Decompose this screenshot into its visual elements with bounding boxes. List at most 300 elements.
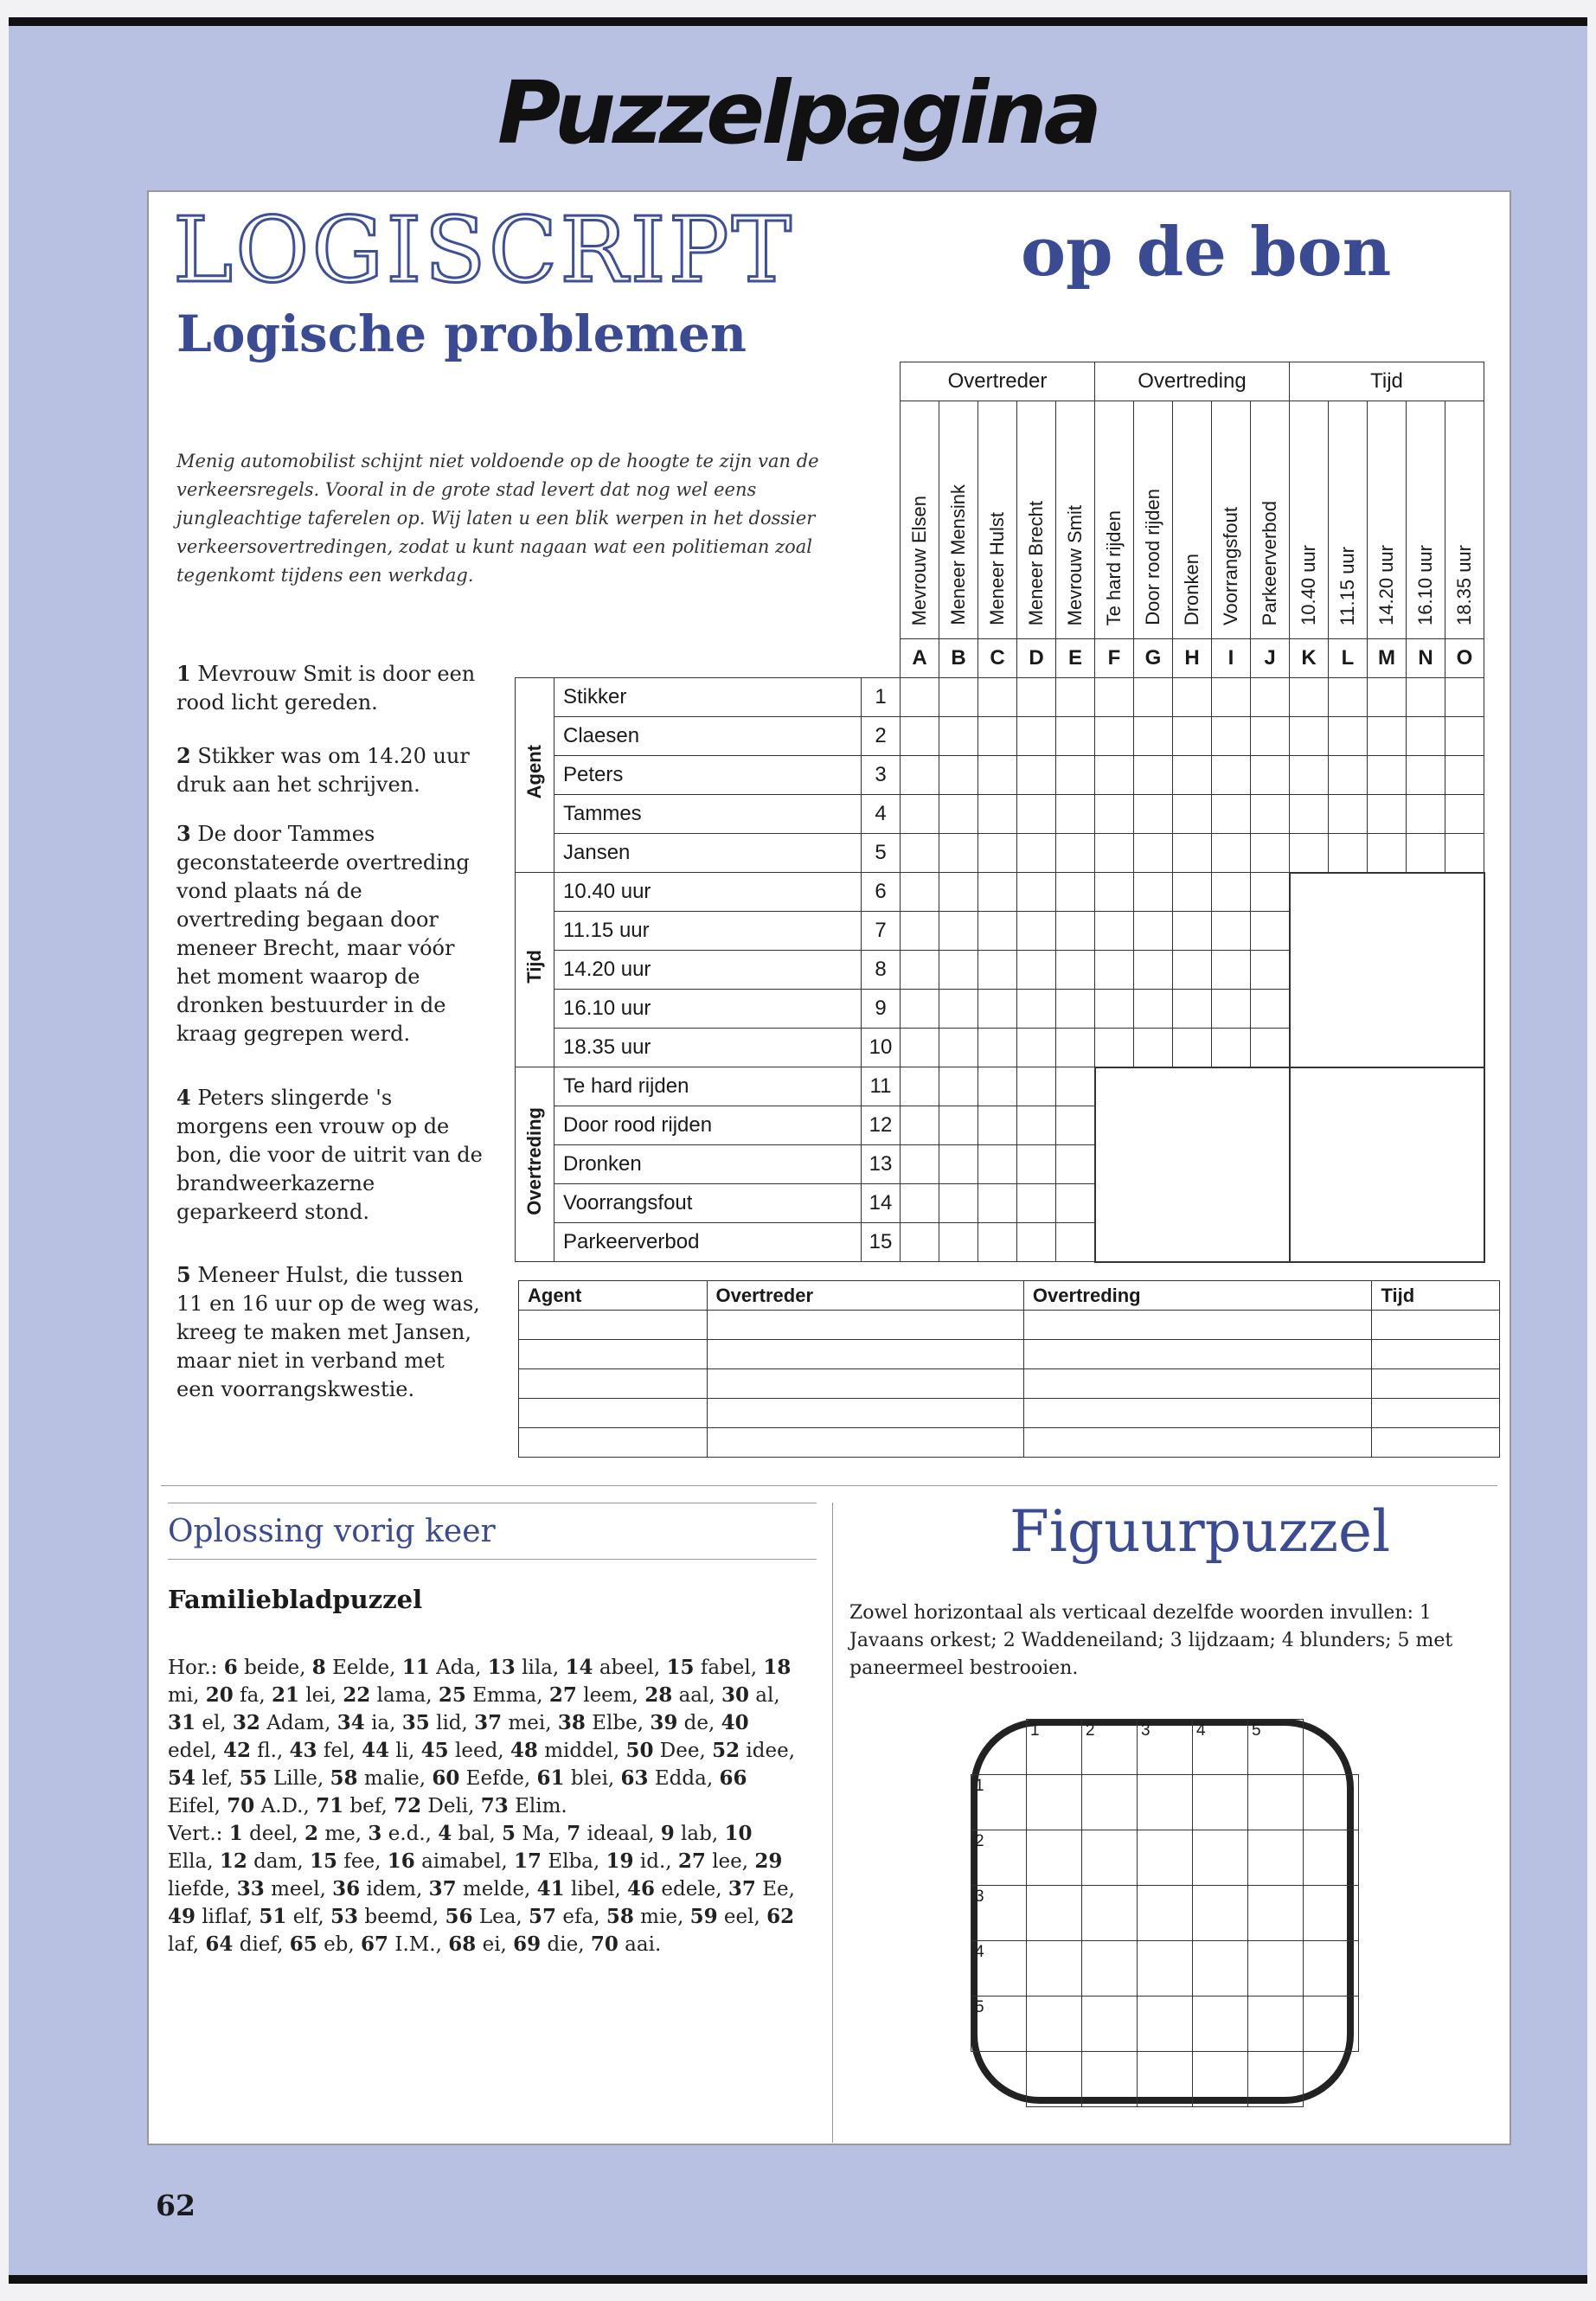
row-group-label: Tijd: [523, 950, 545, 984]
grid-cell[interactable]: [978, 756, 1017, 795]
answer: lid: [436, 1712, 462, 1734]
grid-cell[interactable]: [1251, 1029, 1290, 1067]
grid-cell[interactable]: [901, 1106, 939, 1145]
col-letter: D: [1017, 639, 1056, 678]
grid-cell[interactable]: [1445, 717, 1484, 756]
grid-cell[interactable]: [1134, 795, 1173, 834]
grid-cell[interactable]: [1056, 756, 1095, 795]
answer: melde: [462, 1878, 525, 1900]
grid-cell[interactable]: [1017, 1029, 1056, 1067]
puzzle-cell[interactable]: [1027, 2052, 1082, 2107]
grid-cell[interactable]: [1095, 756, 1134, 795]
puzzle-cell[interactable]: [1082, 2052, 1138, 2107]
grid-cell[interactable]: [1407, 678, 1445, 717]
grid-cell[interactable]: [939, 1067, 978, 1106]
grid-cell[interactable]: [978, 1145, 1017, 1184]
puzzle-cell[interactable]: [1304, 1997, 1359, 2052]
grid-cell[interactable]: [939, 873, 978, 912]
puzzle-cell[interactable]: [1082, 1830, 1138, 1886]
puzzle-cell[interactable]: [1082, 1886, 1138, 1941]
clue-number: 36: [332, 1877, 361, 1900]
clue-number: 12: [219, 1849, 247, 1873]
grid-cell[interactable]: [1212, 834, 1251, 873]
grid-cell[interactable]: [939, 795, 978, 834]
divider: [161, 1485, 1497, 1486]
clue-number: 62: [766, 1905, 795, 1928]
clue-number: 73: [480, 1794, 509, 1817]
clue-number: 45: [420, 1739, 449, 1762]
row-number: 1: [862, 678, 901, 717]
grid-cell[interactable]: [901, 951, 939, 990]
grid-cell[interactable]: [1173, 990, 1212, 1029]
grid-cell[interactable]: [1212, 756, 1251, 795]
grid-cell[interactable]: [1329, 717, 1368, 756]
grid-cell[interactable]: [978, 834, 1017, 873]
puzzle-cell[interactable]: [1304, 1775, 1359, 1830]
puzzle-cell[interactable]: [1082, 1941, 1138, 1997]
grid-cell[interactable]: [1329, 756, 1368, 795]
grid-cell[interactable]: [1290, 834, 1329, 873]
col-number[interactable]: 4: [1193, 1720, 1248, 1775]
grid-cell[interactable]: [1056, 1223, 1095, 1262]
grid-cell[interactable]: [1368, 795, 1407, 834]
grid-cell[interactable]: [1134, 834, 1173, 873]
grid-cell[interactable]: [1290, 717, 1329, 756]
solution-cell[interactable]: [519, 1340, 708, 1369]
clue-number: 41: [536, 1877, 565, 1900]
solution-cell[interactable]: [707, 1428, 1023, 1458]
grid-cell[interactable]: [1251, 834, 1290, 873]
answer: liefde: [168, 1878, 225, 1900]
solution-cell[interactable]: [707, 1340, 1023, 1369]
grid-cell[interactable]: [901, 834, 939, 873]
grid-cell[interactable]: [1251, 873, 1290, 912]
grid-cell[interactable]: [939, 756, 978, 795]
grid-cell[interactable]: [901, 1029, 939, 1067]
answer: eb: [324, 1933, 349, 1956]
puzzle-cell[interactable]: [1027, 1775, 1082, 1830]
answer: e.d.: [388, 1823, 426, 1845]
clue-number: 29: [754, 1849, 783, 1873]
solution-cell[interactable]: [1023, 1399, 1372, 1428]
grid-cell[interactable]: [1173, 912, 1212, 951]
puzzle-cell[interactable]: [1138, 1941, 1193, 1997]
col-letter: L: [1329, 639, 1368, 678]
answer: me: [324, 1823, 356, 1845]
answer: edele: [661, 1878, 716, 1900]
puzzle-cell[interactable]: [1193, 1941, 1248, 1997]
col-label-text: 11.15 uur: [1336, 546, 1358, 625]
grid-cell[interactable]: [901, 1223, 939, 1262]
solution-cell[interactable]: [1372, 1428, 1500, 1458]
figuur-grid: [971, 1719, 1359, 2107]
grid-cell[interactable]: [1056, 990, 1095, 1029]
grid-cell[interactable]: [1368, 717, 1407, 756]
grid-cell[interactable]: [1056, 1067, 1095, 1106]
answer: dief: [239, 1933, 278, 1956]
grid-cell[interactable]: [1056, 1145, 1095, 1184]
row-number: 13: [862, 1145, 901, 1184]
clue-number: 35: [401, 1711, 430, 1734]
grid-cell[interactable]: [1095, 717, 1134, 756]
puzzle-cell[interactable]: [1248, 1941, 1304, 1997]
grid-cell[interactable]: [901, 1184, 939, 1223]
grid-cell[interactable]: [1017, 1223, 1056, 1262]
clue-text: De door Tammes geconstateerde overtreding vond plaats ná de overtreding begaan door meneer Brecht, maar vóór het moment waarop de dronken bestuurder in de kraag gegrepen werd.: [176, 822, 470, 1046]
puzzle-cell[interactable]: [1248, 1830, 1304, 1886]
clue-number: 8: [311, 1656, 326, 1679]
clue-number: 58: [330, 1766, 358, 1790]
answer: liflaf: [202, 1906, 247, 1928]
grid-cell[interactable]: [1017, 990, 1056, 1029]
grid-cell[interactable]: [978, 795, 1017, 834]
grid-cell[interactable]: [1173, 834, 1212, 873]
grid-cell[interactable]: [1017, 951, 1056, 990]
grid-cell[interactable]: [1134, 990, 1173, 1029]
grid-cell[interactable]: [1095, 1029, 1134, 1067]
grid-cell[interactable]: [901, 912, 939, 951]
grid-cell[interactable]: [1017, 1067, 1056, 1106]
puzzle-cell[interactable]: [1027, 1941, 1082, 1997]
clue-number: 43: [289, 1739, 317, 1762]
grid-cell[interactable]: [1329, 795, 1368, 834]
grid-cell[interactable]: [1056, 1184, 1095, 1223]
grid-cell[interactable]: [1017, 795, 1056, 834]
grid-cell[interactable]: [1134, 912, 1173, 951]
grid-cell[interactable]: [1173, 951, 1212, 990]
col-label: [1173, 401, 1212, 639]
clue-number: 69: [513, 1932, 542, 1956]
puzzle-cell[interactable]: [1304, 1886, 1359, 1941]
grid-cell[interactable]: [1290, 795, 1329, 834]
grid-cell[interactable]: [1173, 1029, 1212, 1067]
grid-cell[interactable]: [1017, 1106, 1056, 1145]
grid-cell[interactable]: [901, 717, 939, 756]
grid-cell[interactable]: [1329, 834, 1368, 873]
grid-cell[interactable]: [1290, 678, 1329, 717]
grid-cell[interactable]: [1017, 834, 1056, 873]
solution-cell[interactable]: [1372, 1369, 1500, 1399]
grid-cell[interactable]: [1445, 795, 1484, 834]
grid-cell[interactable]: [978, 990, 1017, 1029]
grid-cell[interactable]: [1095, 873, 1134, 912]
grid-cell[interactable]: [939, 717, 978, 756]
col-number[interactable]: 5: [1248, 1720, 1304, 1775]
clue-number: 17: [513, 1849, 542, 1873]
puzzle-cell[interactable]: [1027, 1997, 1082, 2052]
grid-cell[interactable]: [978, 1184, 1017, 1223]
answer: blei: [570, 1767, 608, 1790]
clue-number: 7: [567, 1822, 581, 1845]
grid-cell[interactable]: [939, 1223, 978, 1262]
grid-cell[interactable]: [1251, 717, 1290, 756]
clue-number: 1: [176, 661, 191, 686]
clue-5: [176, 1260, 488, 1404]
answer: eel: [723, 1906, 754, 1928]
solution-cell[interactable]: [707, 1311, 1023, 1340]
grid-cell[interactable]: [901, 1145, 939, 1184]
grid-cell[interactable]: [1095, 795, 1134, 834]
grid-cell[interactable]: [901, 990, 939, 1029]
col-letter: O: [1445, 639, 1484, 678]
col-label-text: Mevrouw Smit: [1064, 504, 1086, 625]
col-letter: M: [1368, 639, 1407, 678]
grid-cell[interactable]: [1095, 951, 1134, 990]
puzzle-cell[interactable]: [1027, 1886, 1082, 1941]
grid-cell[interactable]: [1056, 795, 1095, 834]
row-number[interactable]: 2: [971, 1830, 1027, 1886]
answer: Elbe: [592, 1712, 638, 1734]
grid-cell[interactable]: [1173, 873, 1212, 912]
grid-cell[interactable]: [1134, 951, 1173, 990]
intro-text: Menig automobilist schijnt niet voldoende op de hoogte te zijn van de verkeersregels. Vooral in de grote stad levert dat nog wel eens jungleachtige taferelen op. Wij laten u een blik werpen in het dossier verkeersovertredingen, zodat u kunt nagaan wat een politieman zoal tegenkomt tijdens een werkdag.: [176, 451, 819, 586]
puzzle-cell[interactable]: [1138, 1830, 1193, 1886]
row-number: 4: [862, 795, 901, 834]
grid-cell[interactable]: [901, 678, 939, 717]
puzzle-cell[interactable]: [1027, 1830, 1082, 1886]
solution-header: Tijd: [1372, 1281, 1500, 1311]
solution-cell[interactable]: [1372, 1311, 1500, 1340]
col-label: [1134, 401, 1173, 639]
row-group-label: Overtreding: [523, 1107, 545, 1215]
answer: meel: [271, 1878, 320, 1900]
col-label-text: 16.10 uur: [1414, 545, 1436, 625]
answer: A.D.: [260, 1795, 304, 1817]
solution-cell[interactable]: [1023, 1428, 1372, 1458]
solution-cell[interactable]: [519, 1369, 708, 1399]
grid-cell[interactable]: [1407, 756, 1445, 795]
solution-cell[interactable]: [1372, 1340, 1500, 1369]
grid-cell[interactable]: [978, 717, 1017, 756]
puzzle-cell[interactable]: [1248, 2052, 1304, 2107]
grid-cell[interactable]: [1251, 912, 1290, 951]
grid-cell[interactable]: [1212, 717, 1251, 756]
col-number[interactable]: 1: [1027, 1720, 1082, 1775]
grid-cell[interactable]: [1251, 795, 1290, 834]
grid-cell[interactable]: [939, 834, 978, 873]
clue-number: 71: [316, 1794, 344, 1817]
grid-cell[interactable]: [1368, 834, 1407, 873]
answer: Elim: [515, 1795, 561, 1817]
grid-cell[interactable]: [1407, 717, 1445, 756]
grid-cell[interactable]: [1368, 678, 1407, 717]
grid-cell[interactable]: [1329, 678, 1368, 717]
clue-number: 70: [590, 1932, 619, 1956]
grid-cell[interactable]: [1173, 756, 1212, 795]
grid-cell[interactable]: [939, 1029, 978, 1067]
grid-cell[interactable]: [1056, 717, 1095, 756]
solution-cell[interactable]: [1372, 1399, 1500, 1428]
grid-cell[interactable]: [978, 1223, 1017, 1262]
solution-cell[interactable]: [707, 1369, 1023, 1399]
grid-empty-block: [1290, 873, 1484, 1067]
puzzle-cell[interactable]: [1248, 1886, 1304, 1941]
puzzle-cell[interactable]: [1082, 1775, 1138, 1830]
grid-cell[interactable]: [978, 951, 1017, 990]
grid-cell[interactable]: [1134, 873, 1173, 912]
grid-cell[interactable]: [901, 756, 939, 795]
grid-cell[interactable]: [1251, 951, 1290, 990]
col-number[interactable]: 2: [1082, 1720, 1138, 1775]
grid-cell[interactable]: [901, 1067, 939, 1106]
grid-cell[interactable]: [939, 912, 978, 951]
answer: edel: [168, 1740, 211, 1762]
grid-cell[interactable]: [978, 1029, 1017, 1067]
solution-cell[interactable]: [707, 1399, 1023, 1428]
answer: Ada: [436, 1657, 476, 1679]
row-number[interactable]: 3: [971, 1886, 1027, 1941]
grid-cell[interactable]: [1017, 912, 1056, 951]
solution-cell[interactable]: [519, 1311, 708, 1340]
clue-number: 16: [387, 1849, 415, 1873]
grid-cell[interactable]: [1134, 1029, 1173, 1067]
grid-cell[interactable]: [1251, 990, 1290, 1029]
grid-cell[interactable]: [1445, 834, 1484, 873]
grid-cell[interactable]: [939, 990, 978, 1029]
puzzle-cell[interactable]: [1082, 1997, 1138, 2052]
grid-cell[interactable]: [1173, 678, 1212, 717]
grid-cell[interactable]: [978, 1067, 1017, 1106]
grid-cell[interactable]: [1134, 678, 1173, 717]
grid-cell[interactable]: [978, 912, 1017, 951]
answer: die: [547, 1933, 579, 1956]
grid-cell[interactable]: [1095, 678, 1134, 717]
answer: Eefde: [465, 1767, 524, 1790]
grid-cell[interactable]: [1173, 717, 1212, 756]
grid-cell[interactable]: [1445, 678, 1484, 717]
grid-cell[interactable]: [939, 1184, 978, 1223]
grid-cell[interactable]: [1017, 678, 1056, 717]
puzzle-cell[interactable]: [1138, 1886, 1193, 1941]
solution-cell[interactable]: [519, 1399, 708, 1428]
subtitle: Logische problemen: [176, 304, 747, 363]
grid-cell[interactable]: [1134, 756, 1173, 795]
puzzle-cell[interactable]: [1248, 1997, 1304, 2052]
col-label: [1445, 401, 1484, 639]
grid-cell[interactable]: [1212, 912, 1251, 951]
answer: elf: [292, 1906, 318, 1928]
row-number[interactable]: 5: [971, 1997, 1027, 2052]
grid-cell[interactable]: [1056, 1106, 1095, 1145]
grid-cell[interactable]: [1445, 756, 1484, 795]
prev-heading-box: [168, 1503, 817, 1560]
answer: idee: [746, 1740, 789, 1762]
clue-text: Stikker was om 14.20 uur druk aan het schrijven.: [176, 744, 470, 797]
grid-cell[interactable]: [1017, 717, 1056, 756]
col-label-text: Meneer Mensink: [947, 484, 969, 625]
grid-cell[interactable]: [1173, 795, 1212, 834]
grid-cell[interactable]: [1212, 951, 1251, 990]
grid-cell[interactable]: [1407, 795, 1445, 834]
grid-cell[interactable]: [978, 873, 1017, 912]
clue-number: 56: [445, 1905, 473, 1928]
grid-cell[interactable]: [1290, 756, 1329, 795]
grid-cell[interactable]: [1212, 1029, 1251, 1067]
column-divider: [832, 1503, 833, 2143]
grid-cell[interactable]: [1212, 795, 1251, 834]
grid-cell[interactable]: [901, 873, 939, 912]
puzzle-cell[interactable]: [1193, 1830, 1248, 1886]
grid-cell[interactable]: [939, 1106, 978, 1145]
grid-cell[interactable]: [1212, 873, 1251, 912]
solution-cell[interactable]: [1023, 1311, 1372, 1340]
solution-cell[interactable]: [1023, 1340, 1372, 1369]
answer: el: [202, 1712, 221, 1734]
grid-cell[interactable]: [1251, 756, 1290, 795]
grid-cell[interactable]: [1407, 834, 1445, 873]
grid-cell[interactable]: [978, 678, 1017, 717]
grid-cell[interactable]: [1368, 756, 1407, 795]
grid-cell[interactable]: [978, 1106, 1017, 1145]
grid-cell[interactable]: [1056, 951, 1095, 990]
clue-number: 50: [625, 1739, 654, 1762]
grid-cell[interactable]: [1095, 834, 1134, 873]
puzzle-cell[interactable]: [1193, 2052, 1248, 2107]
puzzle-cell[interactable]: [1248, 1775, 1304, 1830]
grid-cell[interactable]: [1056, 834, 1095, 873]
clue-2: [176, 741, 488, 799]
solution-cell[interactable]: [519, 1428, 708, 1458]
row-group-agent: [516, 678, 554, 873]
clue-number: 11: [401, 1656, 430, 1679]
answer: fl.: [257, 1740, 277, 1762]
grid-cell[interactable]: [1017, 873, 1056, 912]
puzzle-cell[interactable]: [1138, 2052, 1193, 2107]
grid-cell[interactable]: [1056, 873, 1095, 912]
answer: al: [755, 1684, 774, 1707]
puzzle-cell[interactable]: [1138, 1997, 1193, 2052]
answer: dam: [253, 1850, 298, 1873]
puzzle-cell[interactable]: [1304, 1941, 1359, 1997]
grid-cell[interactable]: [1134, 717, 1173, 756]
answer: id.: [639, 1850, 666, 1873]
clue-number: 27: [548, 1683, 577, 1707]
grid-cell[interactable]: [939, 951, 978, 990]
solution-cell[interactable]: [1023, 1369, 1372, 1399]
puzzle-cell[interactable]: [1138, 1775, 1193, 1830]
answer: ideaal: [586, 1823, 649, 1845]
grid-cell[interactable]: [939, 678, 978, 717]
puzzle-cell[interactable]: [1193, 1886, 1248, 1941]
row-label: Te hard rijden: [554, 1067, 862, 1106]
puzzle-sheet: [147, 190, 1511, 2145]
grid-cell[interactable]: [1017, 1145, 1056, 1184]
row-label: Stikker: [554, 678, 862, 717]
grid-cell[interactable]: [1251, 678, 1290, 717]
clue-number: 5: [502, 1822, 516, 1845]
row-number[interactable]: 1: [971, 1775, 1027, 1830]
col-label: [901, 401, 939, 639]
puzzle-cell[interactable]: [1193, 1997, 1248, 2052]
grid-cell[interactable]: [1017, 1184, 1056, 1223]
hor-label: Hor.:: [168, 1657, 218, 1679]
grid-cell[interactable]: [1095, 990, 1134, 1029]
grid-cell[interactable]: [1017, 756, 1056, 795]
puzzle-cell[interactable]: [1304, 1830, 1359, 1886]
grid-cell[interactable]: [1212, 990, 1251, 1029]
col-number[interactable]: 3: [1138, 1720, 1193, 1775]
grid-cell[interactable]: [939, 1145, 978, 1184]
grid-cell[interactable]: [1056, 912, 1095, 951]
grid-cell[interactable]: [901, 795, 939, 834]
row-number[interactable]: 4: [971, 1941, 1027, 1997]
grid-cell[interactable]: [1095, 912, 1134, 951]
row-group-tijd: [516, 873, 554, 1067]
grid-cell[interactable]: [1056, 1029, 1095, 1067]
grid-cell[interactable]: [1056, 678, 1095, 717]
puzzle-cell[interactable]: [1193, 1775, 1248, 1830]
grid-cell[interactable]: [1212, 678, 1251, 717]
